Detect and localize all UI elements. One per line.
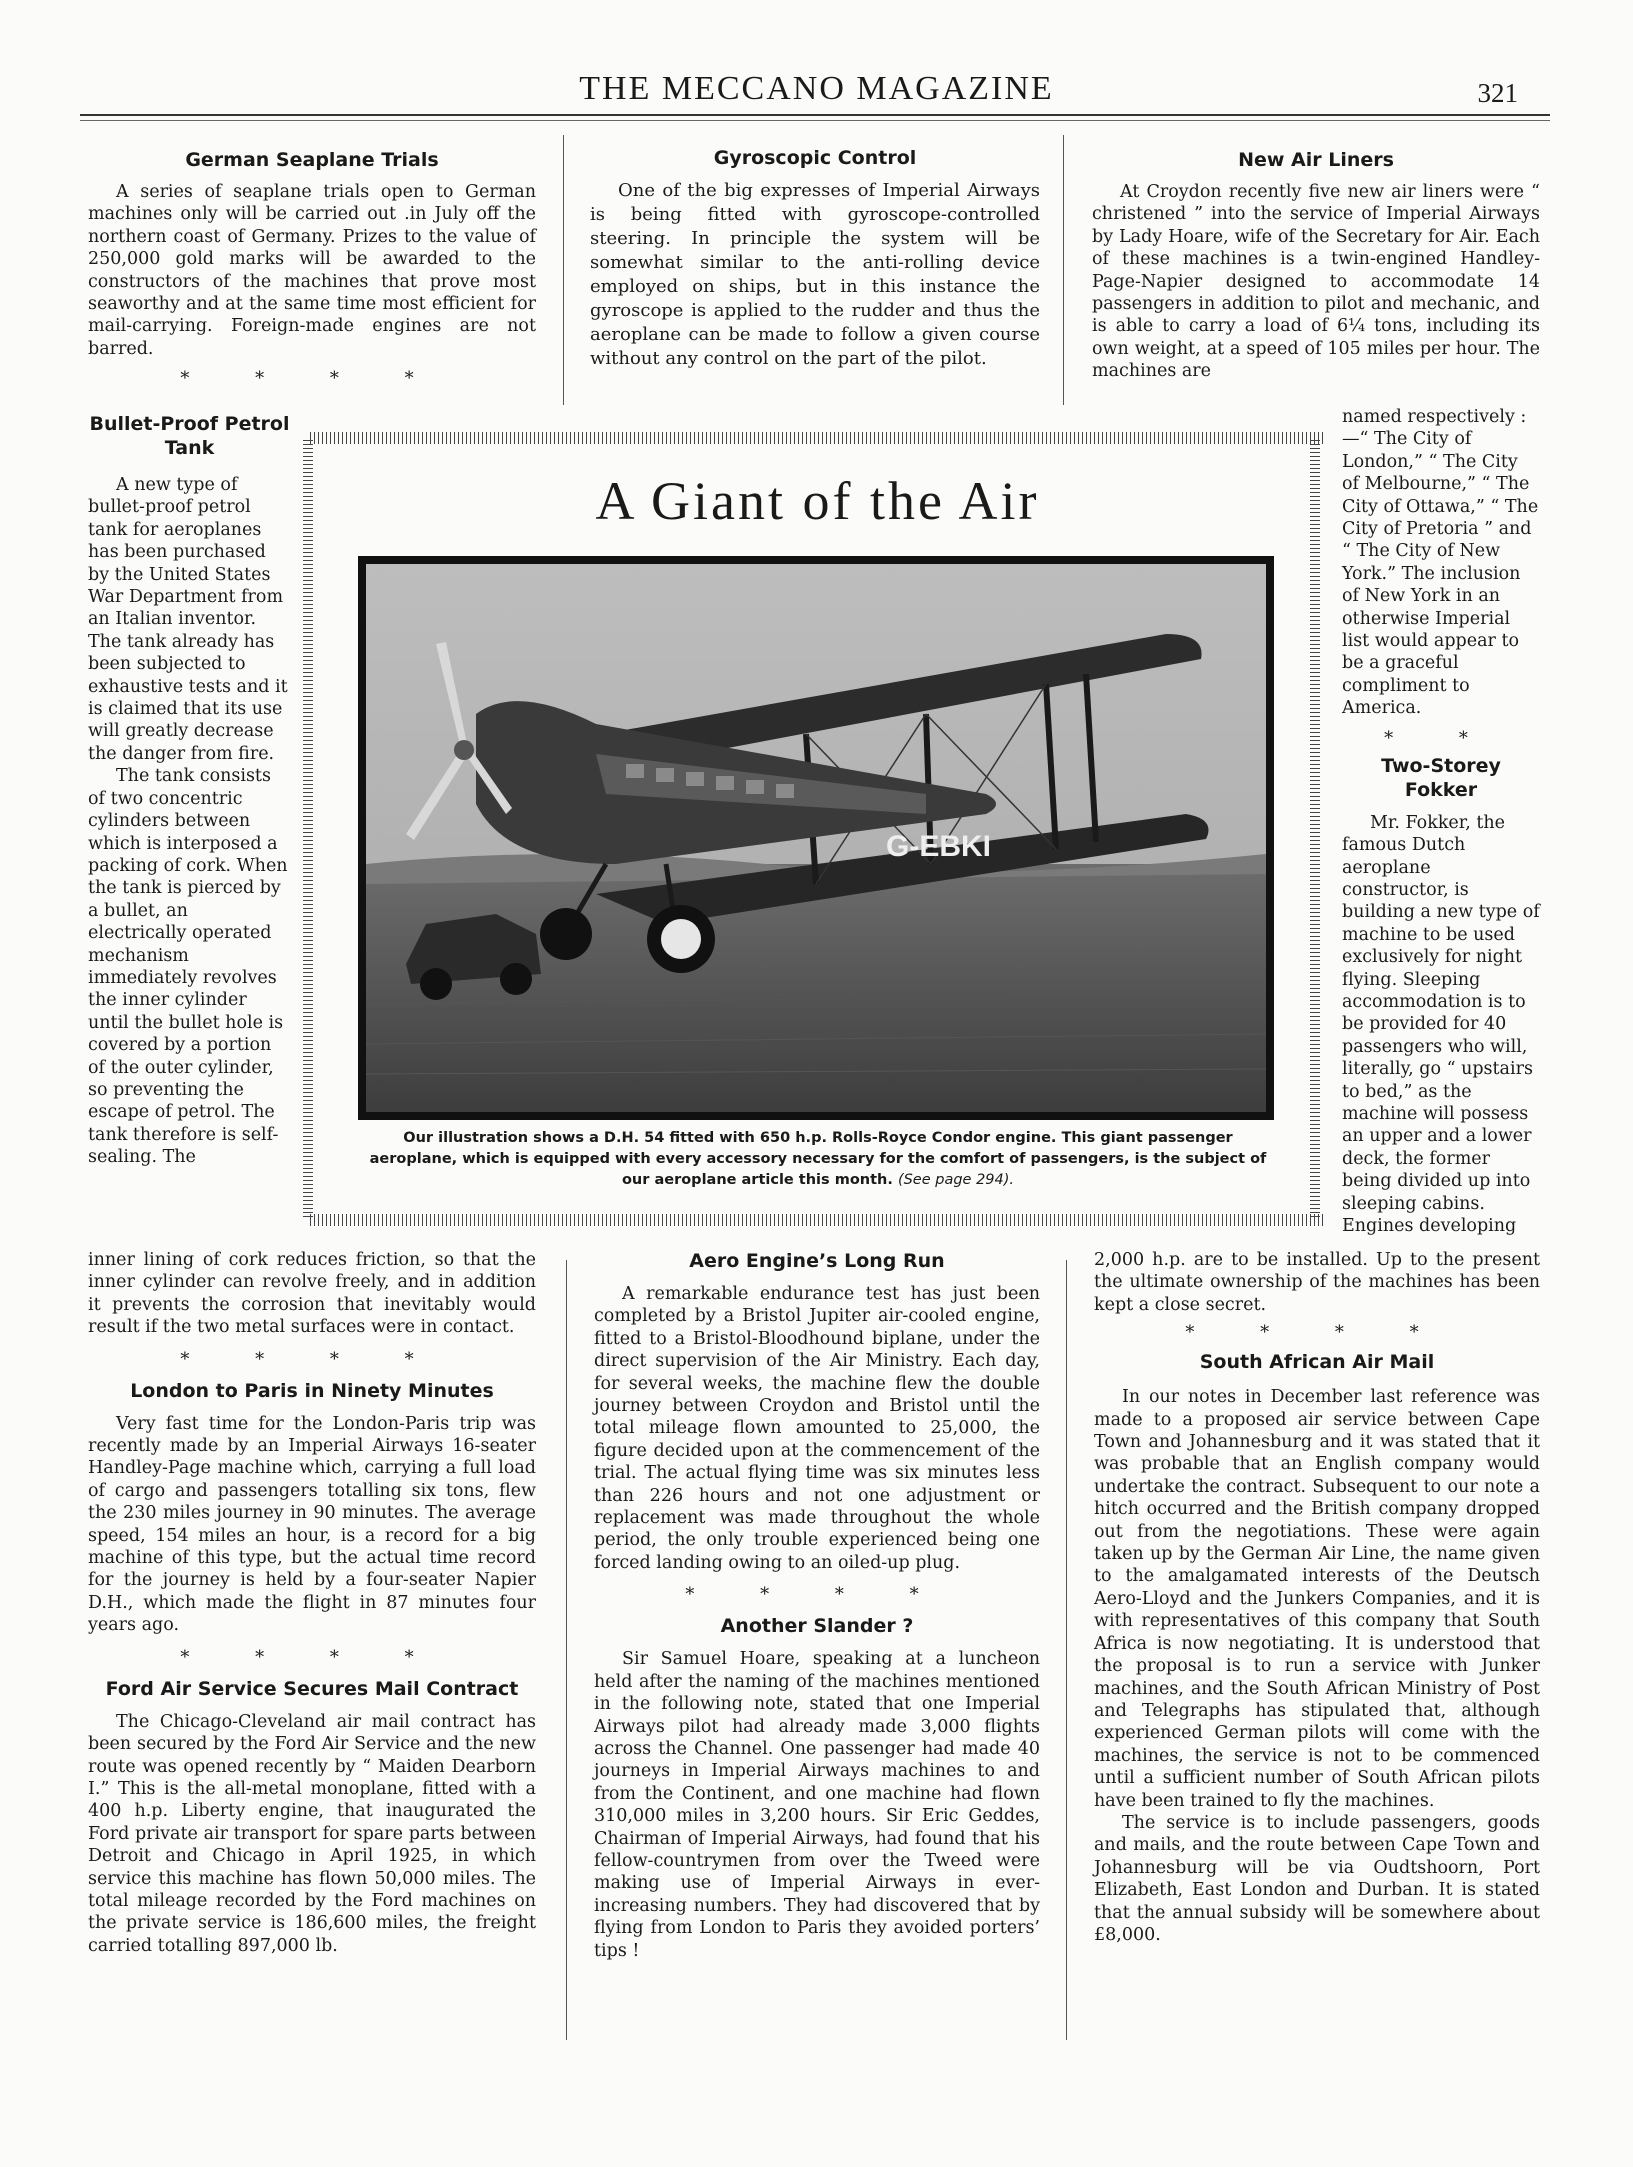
article-title: Gyroscopic Control: [713, 147, 917, 169]
article-title-line-2: Tank: [164, 437, 215, 459]
article-title: South African Air Mail: [1199, 1351, 1435, 1374]
masthead: THE MECCANO MAGAZINE: [579, 70, 1054, 107]
article-body: [88, 1413, 536, 1637]
caption-text: Our illustration shows a D.H. 54 fitted with 650 h.p. Rolls-Royce Condor engine. This giant passenger aeroplane, which is equipped with every accessory necessary for the comfort of passengers, is the subject of our aeroplane article this month.: [369, 1130, 1267, 1188]
paragraph: named respectively :—“ The City of London,” “ The City of Melbourne,” “ The City of Ottawa,” “ The City of Pretoria ” and “ The City of New York.” The inclusion of New York in an otherwise Imperial list would appear to be a graceful compliment to America.: [1342, 407, 1539, 719]
article-body: [1094, 1249, 1540, 1316]
paragraph: A new type of bullet-proof petrol tank for aeroplanes has been purchased by the United States War Department from an Italian inventor. The tank already has been subjected to exhaustive tests and it is claimed that its use will greatly decrease the danger from fire.: [88, 475, 288, 764]
masthead-rule: [80, 114, 1550, 116]
article-body: [1092, 181, 1540, 383]
article-body: [1342, 812, 1540, 1238]
article-bullet-proof: [88, 412, 291, 1169]
article-body: [88, 1249, 536, 1339]
article-title: London to Paris in Ninety Minutes: [130, 1379, 494, 1402]
paragraph: The tank consists of two concentric cylinders between which is interposed a packing of cork. When the tank is pierced by a bullet, an electrically operated mechanism immediately revolves the inner cylinder until the bullet hole is covered by a portion of the outer cylinder, so preventing the escape of petrol. The tank therefore is self-sealing. The: [88, 766, 288, 1168]
feature-border-left: [303, 440, 313, 1220]
masthead-rule-thin: [80, 120, 1550, 121]
column-bottom-left: [88, 1249, 536, 1957]
article-body: [1342, 406, 1540, 720]
separator: * * * *: [685, 1584, 949, 1606]
column-bottom-right: [1094, 1249, 1540, 1946]
aircraft-registration: G-EBKI: [886, 830, 991, 863]
article-title: Aero Engine’s Long Run: [689, 1250, 945, 1272]
column-divider-bottom-right: [1066, 1260, 1067, 2040]
paragraph: inner lining of cork reduces friction, so that the inner cylinder can revolve freely, and in addition it prevents the corrosion that inevitably would result if the two metal surfaces were in contact.: [88, 1250, 536, 1338]
article-body: [1094, 1386, 1540, 1946]
paragraph: Sir Samuel Hoare, speaking at a luncheon held after the naming of the machines mentioned in the following note, stated that one Imperial Airways pilot had already made 3,000 flights across the Channel. One passenger had made 40 journeys in Imperial Airways machines to and from the Continent, and one machine had flown 310,000 miles in 3,200 hours. Sir Eric Geddes, Chairman of Imperial Airways, had found that his fellow-countrymen from over the Tweed were making use of Imperial Airways in ever-increasing numbers. They had discovered that by flying from London to Paris they avoided porters’ tips !: [594, 1649, 1040, 1961]
paragraph: A remarkable endurance test has just been completed by a Bristol Jupiter air-cooled engine, fitted to a Bristol-Bloodhound biplane, under the direct supervision of the Air Ministry. Each day, for several weeks, the machine flew the double journey between Croydon and Bristol until the total mileage flown amounted to 25,000, the figure decided upon at the commencement of the trial. The actual flying time was six minutes less than 226 hours and not one adjustment or replacement was made throughout the whole period, the only trouble experienced being one forced landing owing to an oiled-up plug.: [594, 1284, 1040, 1573]
feature-title: A Giant of the Air: [595, 471, 1040, 531]
paragraph: The Chicago-Cleveland air mail contract has been secured by the Ford Air Service and the new route was opened recently by “ Maiden Dearborn I.” This is the all-metal monoplane, fitted with a 400 h.p. Liberty engine, that inaugurated the Ford private air transport for spare parts between Detroit and Chicago in April 1925, in which service this machine has flown 50,000 miles. The total mileage recorded by the Ford machines on the private service is 186,600 miles, the freight carried totalling 897,000 lb.: [88, 1711, 536, 1956]
article-gyroscopic: [590, 146, 1040, 371]
article-new-air-liners: [1092, 148, 1540, 383]
column-divider-top-left: [563, 135, 564, 405]
aeroplane-illustration: [366, 564, 1266, 1112]
separator: * * * *: [180, 368, 444, 390]
article-body: [594, 1648, 1040, 1962]
article-title: Ford Air Service Secures Mail Contract: [105, 1677, 519, 1700]
paragraph: One of the big expresses of Imperial Airways is being fitted with gyroscope-controlled steering. In principle the system will be somewhat similar to the anti-rolling device employed on ships, but in this instance the gyroscope is applied to the rudder and thus the aeroplane can be made to follow a given course without any control on the part of the pilot.: [590, 180, 1040, 369]
feature-border-right: [1310, 440, 1320, 1220]
feature-border-top: [310, 432, 1325, 444]
article-title-line-1: Bullet-Proof Petrol: [89, 413, 290, 435]
paragraph: 2,000 h.p. are to be installed. Up to the present the ultimate ownership of the machines has been kept a close secret.: [1094, 1250, 1540, 1315]
feature-border-bottom: [310, 1214, 1325, 1226]
article-title: German Seaplane Trials: [185, 149, 439, 171]
article-title: Another Slander ?: [720, 1615, 914, 1638]
separator: * * * *: [1185, 1322, 1449, 1344]
paragraph: At Croydon recently five new air liners were “ christened ” into the service of Imperial Airways by Lady Hoare, wife of the Secretary for Air. Each of these machines is a twin-engined Handley-Page-Napier designed to accommodate 14 passengers in addition to pilot and mechanic, and is able to carry a load of 6¼ tons, including its own weight, at a speed of 105 miles per hour. The machines are: [1092, 182, 1540, 382]
article-body: [88, 1711, 536, 1957]
article-body: [88, 181, 536, 360]
page-number: 321: [1477, 78, 1518, 108]
article-body: [590, 179, 1040, 371]
column-divider-bottom-left: [566, 1260, 567, 2040]
separator: * * * *: [180, 1348, 444, 1370]
article-body: [594, 1283, 1040, 1574]
article-german-seaplane: [88, 148, 536, 392]
article-side-right: [1342, 406, 1540, 1237]
feature-caption: [360, 1128, 1276, 1191]
feature-photo: [358, 556, 1274, 1120]
paragraph: Mr. Fokker, the famous Dutch aeroplane constructor, is building a new type of machine to be used exclusively for night flying. Sleeping accommodation is to be provided for 40 passengers who will, literally, go “ upstairs to bed,” as the machine will possess an upper and a lower deck, the former being divided up into sleeping cabins. Engines developing: [1342, 812, 1540, 1236]
article-title: Two-Storey Fokker: [1381, 754, 1501, 801]
column-divider-top-right: [1063, 135, 1064, 405]
caption-reference: (See page 294).: [897, 1172, 1015, 1188]
article-body: [88, 474, 291, 1169]
separator: * * * *: [180, 1646, 444, 1668]
paragraph: In our notes in December last reference was made to a proposed air service between Cape Town and Johannesburg and it was stated that it was probable that an English company would undertake the contract. Subsequent to our note a hitch occurred and the British company dropped out from the negotiations. These were again taken up by the German Air Line, the name given to the amalgamated interests of the Deutsch Aero-Lloyd and the Junkers Companies, and it is with representatives of this company that South Africa is now negotiating. It is understood that the proposal is to run a service with Junker machines, and the South African Ministry of Post and Telegraphs has stipulated that, although experienced German pilots will come with the machines, the service is not to be commenced until a sufficient number of South African pilots have been trained to fly the machines.: [1094, 1387, 1540, 1811]
paragraph: Very fast time for the London-Paris trip was recently made by an Imperial Airways 16-seater Handley-Page machine which, carrying a full load of cargo and passengers totalling six tons, flew the 230 miles journey in 90 minutes. The average speed, 154 miles an hour, is a record for a big machine of this type, but the actual time record for the journey is held by a four-seater Napier D.H., which made the flight in 87 minutes four years ago.: [88, 1413, 536, 1636]
paragraph: A series of seaplane trials open to German machines only will be carried out .in July off the northern coast of Germany. Prizes to the value of 250,000 gold marks will be awarded to the constructors of the machines that prove most seaworthy and at the same time most efficient for mail-carrying. Foreign-made engines are not barred.: [88, 182, 536, 359]
article-title: New Air Liners: [1238, 149, 1394, 171]
column-bottom-middle: [594, 1249, 1040, 1962]
paragraph: The service is to include passengers, goods and mails, and the route between Cape Town and Johannesburg will be via Oudtshoorn, Port Elizabeth, East London and Durban. It is stated that the annual subsidy will be somewhere about £8,000.: [1094, 1812, 1540, 1945]
separator: * *: [1384, 727, 1498, 749]
